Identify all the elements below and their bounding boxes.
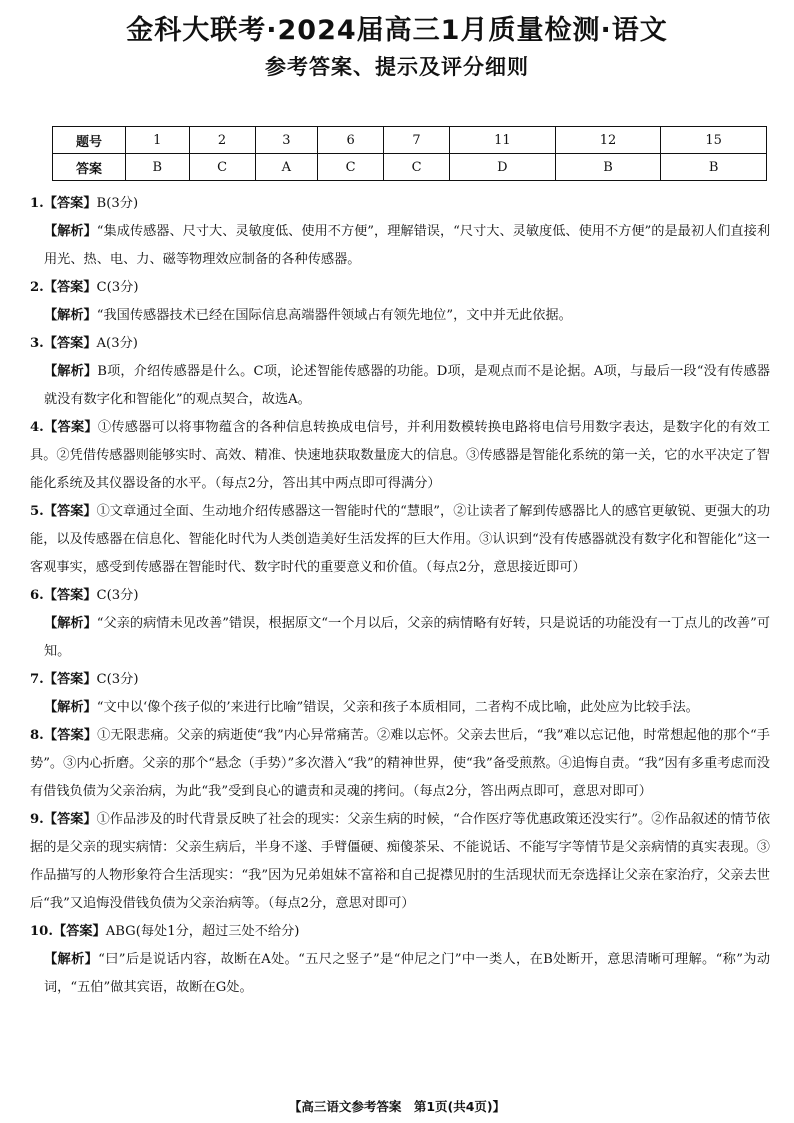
question-number: 1. — [30, 196, 44, 211]
answer-line — [30, 918, 770, 946]
answer-tag: 【答案】 — [43, 812, 97, 827]
question-number: 6. — [30, 588, 44, 603]
question-number-cell: 15 — [661, 127, 767, 154]
explanation-line — [30, 358, 770, 414]
question-number: 4. — [30, 420, 44, 435]
question-number-cell: 7 — [384, 127, 450, 154]
explanation-text: “我国传感器技术已经在国际信息高端器件领域占有领先地位”，文中并无此依据。 — [96, 308, 572, 323]
answer-cell: D — [450, 154, 556, 181]
answer-line — [30, 414, 770, 498]
question-number-row — [53, 127, 767, 154]
explanation-tag: 【解析】 — [44, 952, 99, 967]
answer-cell: C — [189, 154, 255, 181]
explanation-tag: 【解析】 — [44, 224, 97, 239]
answer-text: C(3分) — [96, 588, 139, 603]
explanation-line — [30, 218, 770, 274]
explanation-line — [30, 946, 770, 1002]
answer-explanations — [30, 190, 770, 1002]
explanation-line — [30, 302, 770, 330]
answer-cell: C — [384, 154, 450, 181]
question-number: 9. — [30, 812, 44, 827]
explanation-tag: 【解析】 — [44, 364, 98, 379]
answer-row — [53, 154, 767, 181]
answer-tag: 【答案】 — [43, 588, 97, 603]
answer-tag: 【答案】 — [43, 504, 97, 519]
row-label-number: 题号 — [53, 127, 126, 154]
answer-line — [30, 806, 770, 918]
question-number: 3. — [30, 336, 44, 351]
answer-text: ABG(每处1分，超过三处不给分) — [105, 924, 300, 939]
page-subtitle: 参考答案、提示及评分细则 — [265, 55, 529, 79]
answer-tag: 【答案】 — [43, 196, 97, 211]
answer-line — [30, 666, 770, 694]
answer-text: ①无限悲痛。父亲的病逝使“我”内心异常痛苦。②难以忘怀。父亲去世后，“我”难以忘记他，时常想起他的那个“手势”。③内心折磨。父亲的那个“悬念（手势）”多次潜入“我”的精神世界，使“我”备受煎熬。④追悔自责。“我”因有多重考虑而没有借钱负债为父亲治病，为此“我”受到良心的谴责和灵魂的拷问。（每点2分，答出两点即可，意思对即可） — [30, 728, 770, 799]
answer-tag: 【答案】 — [43, 336, 97, 351]
question-number: 2. — [30, 280, 44, 295]
answer-text: ①文章通过全面、生动地介绍传感器这一智能时代的“慧眼”，②让读者了解到传感器比人的感官更敏锐、更强大的功能，以及传感器在信息化、智能化时代为人类创造美好生活发挥的巨大作用。③认识到“没有传感器就没有数字化和智能化”这一客观事实，感受到传感器在智能时代、数字时代的重要意义和价值。（每点2分，意思接近即可） — [30, 504, 771, 575]
answer-cell: B — [555, 154, 661, 181]
explanation-tag: 【解析】 — [44, 616, 97, 631]
answer-text: ①传感器可以将事物蕴含的各种信息转换成电信号，并利用数模转换电路将电信号用数字表达，是数字化的有效工具。②凭借传感器则能够实时、高效、精准、快速地获取数量庞大的信息。③传感器是智能化系统的第一关，它的水平决定了智能化系统及其仪器设备的水平。（每点2分，答出其中两点即可得满分） — [30, 420, 771, 491]
answer-tag: 【答案】 — [43, 672, 97, 687]
question-number-cell: 1 — [126, 127, 190, 154]
answer-cell: B — [661, 154, 767, 181]
question-number: 10. — [30, 924, 53, 939]
answer-text: B(3分) — [96, 196, 139, 211]
answer-text: A(3分) — [96, 336, 138, 351]
question-number-cell: 11 — [450, 127, 556, 154]
answer-tag: 【答案】 — [43, 280, 97, 295]
question-number: 7. — [30, 672, 44, 687]
answer-tag: 【答案】 — [52, 924, 106, 939]
answer-line — [30, 498, 770, 582]
row-label-answer: 答案 — [53, 154, 126, 181]
answer-text: ①作品涉及的时代背景反映了社会的现实：父亲生病的时候，“合作医疗等优惠政策还没实行”。②作品叙述的情节依据的是父亲的现实病情：父亲生病后，半身不遂、手臂僵硬、痴傻茶呆、不能说话、不能写字等情节是父亲病情的真实表现。③作品描写的人物形象符合生活现实：“我”因为兄弟姐妹不富裕和自己捉襟见肘的生活现状而无奈选择让父亲在家治疗，父亲去世后“我”又追悔没借钱负债为父亲治病等。（每点2分，意思对即可） — [30, 812, 771, 911]
answer-text: C(3分) — [96, 672, 139, 687]
answer-cell: C — [318, 154, 384, 181]
answer-line — [30, 582, 770, 610]
answer-tag: 【答案】 — [43, 420, 98, 435]
answer-table — [52, 126, 767, 181]
question-number-cell: 2 — [189, 127, 255, 154]
page-title: 金科大联考·2024届高三1月质量检测·语文 — [126, 15, 668, 46]
answer-text: C(3分) — [96, 280, 139, 295]
answer-line — [30, 190, 770, 218]
explanation-text: B项，介绍传感器是什么。C项，论述智能传感器的功能。D项，是观点而不是论据。A项，与最后一段“没有传感器就没有数字化和智能化”的观点契合，故选A。 — [44, 364, 770, 407]
explanation-line — [30, 610, 770, 666]
explanation-text: “曰”后是说话内容，故断在A处。“五尺之竖子”是“仲尼之门”中一类人，在B处断开，意思清晰可理解。“称”为动词，“五伯”做其宾语，故断在G处。 — [44, 952, 771, 995]
explanation-line — [30, 694, 770, 722]
explanation-text: “父亲的病情未见改善”错误，根据原文“一个月以后，父亲的病情略有好转，只是说话的功能没有一丁点儿的改善”可知。 — [44, 616, 771, 659]
answer-cell: A — [255, 154, 318, 181]
explanation-text: “集成传感器、尺寸大、灵敏度低、使用不方便”，理解错误，“尺寸大、灵敏度低、使用不方便”的是最初人们直接利用光、热、电、力、磁等物理效应制备的各种传感器。 — [44, 224, 771, 267]
question-number-cell: 6 — [318, 127, 384, 154]
answer-line — [30, 330, 770, 358]
page-footer: 【高三语文参考答案 第1页(共4页)】 — [288, 1099, 506, 1114]
answer-tag: 【答案】 — [43, 728, 98, 743]
answer-line — [30, 722, 770, 806]
question-number-cell: 3 — [255, 127, 318, 154]
explanation-text: “文中以‘像个孩子似的’来进行比喻”错误，父亲和孩子本质相同，二者构不成比喻，此处应为比较手法。 — [96, 700, 699, 715]
explanation-tag: 【解析】 — [44, 308, 97, 323]
question-number-cell: 12 — [555, 127, 661, 154]
question-number: 8. — [30, 728, 44, 743]
answer-line — [30, 274, 770, 302]
answer-cell: B — [126, 154, 190, 181]
question-number: 5. — [30, 504, 44, 519]
explanation-tag: 【解析】 — [44, 700, 97, 715]
